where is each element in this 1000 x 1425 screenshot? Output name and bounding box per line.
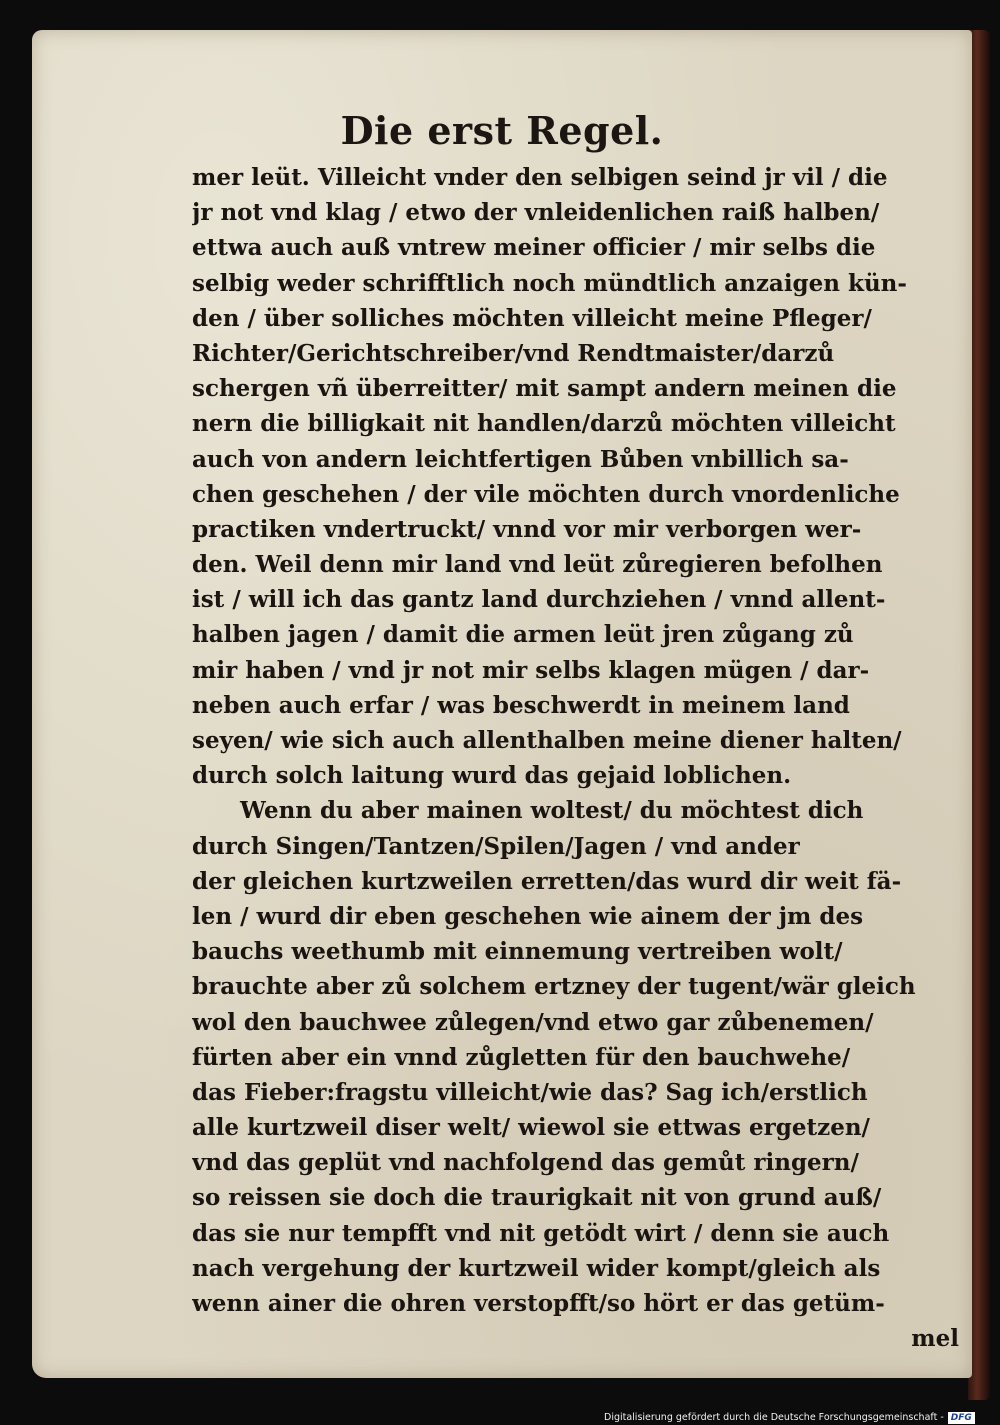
text-line: neben auch erfar / was beschwerdt in meinem land [192,691,850,719]
text-line: durch solch laitung wurd das gejaid loblichen. [192,762,792,790]
text-block [192,160,967,1356]
text-line: das Fieber:fragstu villeicht/wie das? Sag ich/erstlich [192,1078,868,1106]
book-page [32,30,972,1378]
text-line: len / wurd dir eben geschehen wie ainem der jm des [192,902,864,930]
text-line: das sie nur tempfft vnd nit getödt wirt / denn sie auch [192,1219,890,1247]
text-line: Wenn du aber mainen woltest/ du möchtest dich [240,797,864,825]
text-line: den. Weil denn mir land vnd leüt zůregieren befolhen [192,551,883,579]
text-line: seyen/ wie sich auch allenthalben meine diener halten/ [192,727,902,754]
text-line: bauchs weethumb mit einnemung vertreiben wolt/ [192,938,843,966]
text-line: nach vergehung der kurtzweil wider kompt/gleich als [192,1254,881,1282]
text-line: auch von andern leichtfertigen Bůben vnbillich sa- [192,445,849,473]
text-line: practiken vndertruckt/ vnnd vor mir verborgen wer- [192,515,862,543]
text-line: fürten aber ein vnnd zůgletten für den bauchwehe/ [192,1043,851,1071]
dfg-logo: DFG [948,1412,975,1424]
text-line: alle kurtzweil diser welt/ wiewol sie ettwas ergetzen/ [192,1114,870,1142]
text-line: der gleichen kurtzweilen erretten/das wurd dir weit fä- [192,867,902,895]
text-line: mer leüt. Villeicht vnder den selbigen seind jr vil / die [192,164,888,191]
running-head: Die erst Regel. [340,108,664,153]
text-line: schergen vñ überreitter/ mit sampt andern meinen die [192,375,897,403]
text-line: durch Singen/Tantzen/Spilen/Jagen / vnd ander [192,832,800,860]
text-line: mel [911,1325,959,1353]
text-line: selbig weder schrifftlich noch mündtlich anzaigen kün- [192,269,907,297]
text-line: nern die billigkait nit handlen/darzů möchten villeicht [192,410,896,438]
text-line: wenn ainer die ohren verstopfft/so hört er das getüm- [192,1290,885,1317]
text-line: brauchte aber zů solchem ertzney der tugent/wär gleich [192,973,916,1001]
text-line: Richter/Gerichtschreiber/vnd Rendtmaister/darzů [192,339,835,367]
text-line: jr not vnd klag / etwo der vnleidenlichen raiß halben/ [192,199,880,227]
text-line: ettwa auch auß vntrew meiner officier / mir selbs die [192,234,876,262]
text-line: ist / will ich das gantz land durchziehen / vnnd allent- [192,586,886,614]
text-line: mir haben / vnd jr not mir selbs klagen mügen / dar- [192,656,870,684]
text-line: halben jagen / damit die armen leüt jren zůgang zů [192,621,854,649]
funding-banner [604,1410,975,1425]
text-line: chen geschehen / der vile möchten durch vnordenliche [192,480,900,508]
funding-text: Digitalisierung gefördert durch die Deutsche Forschungsgemeinschaft - [604,1412,944,1423]
text-line: den / über solliches möchten villeicht meine Pfleger/ [192,304,872,332]
text-line: so reissen sie doch die traurigkait nit von grund auß/ [192,1184,882,1212]
text-line: vnd das geplüt vnd nachfolgend das gemůt ringern/ [192,1149,859,1177]
text-line: wol den bauchwee zůlegen/vnd etwo gar zůbenemen/ [192,1008,874,1036]
